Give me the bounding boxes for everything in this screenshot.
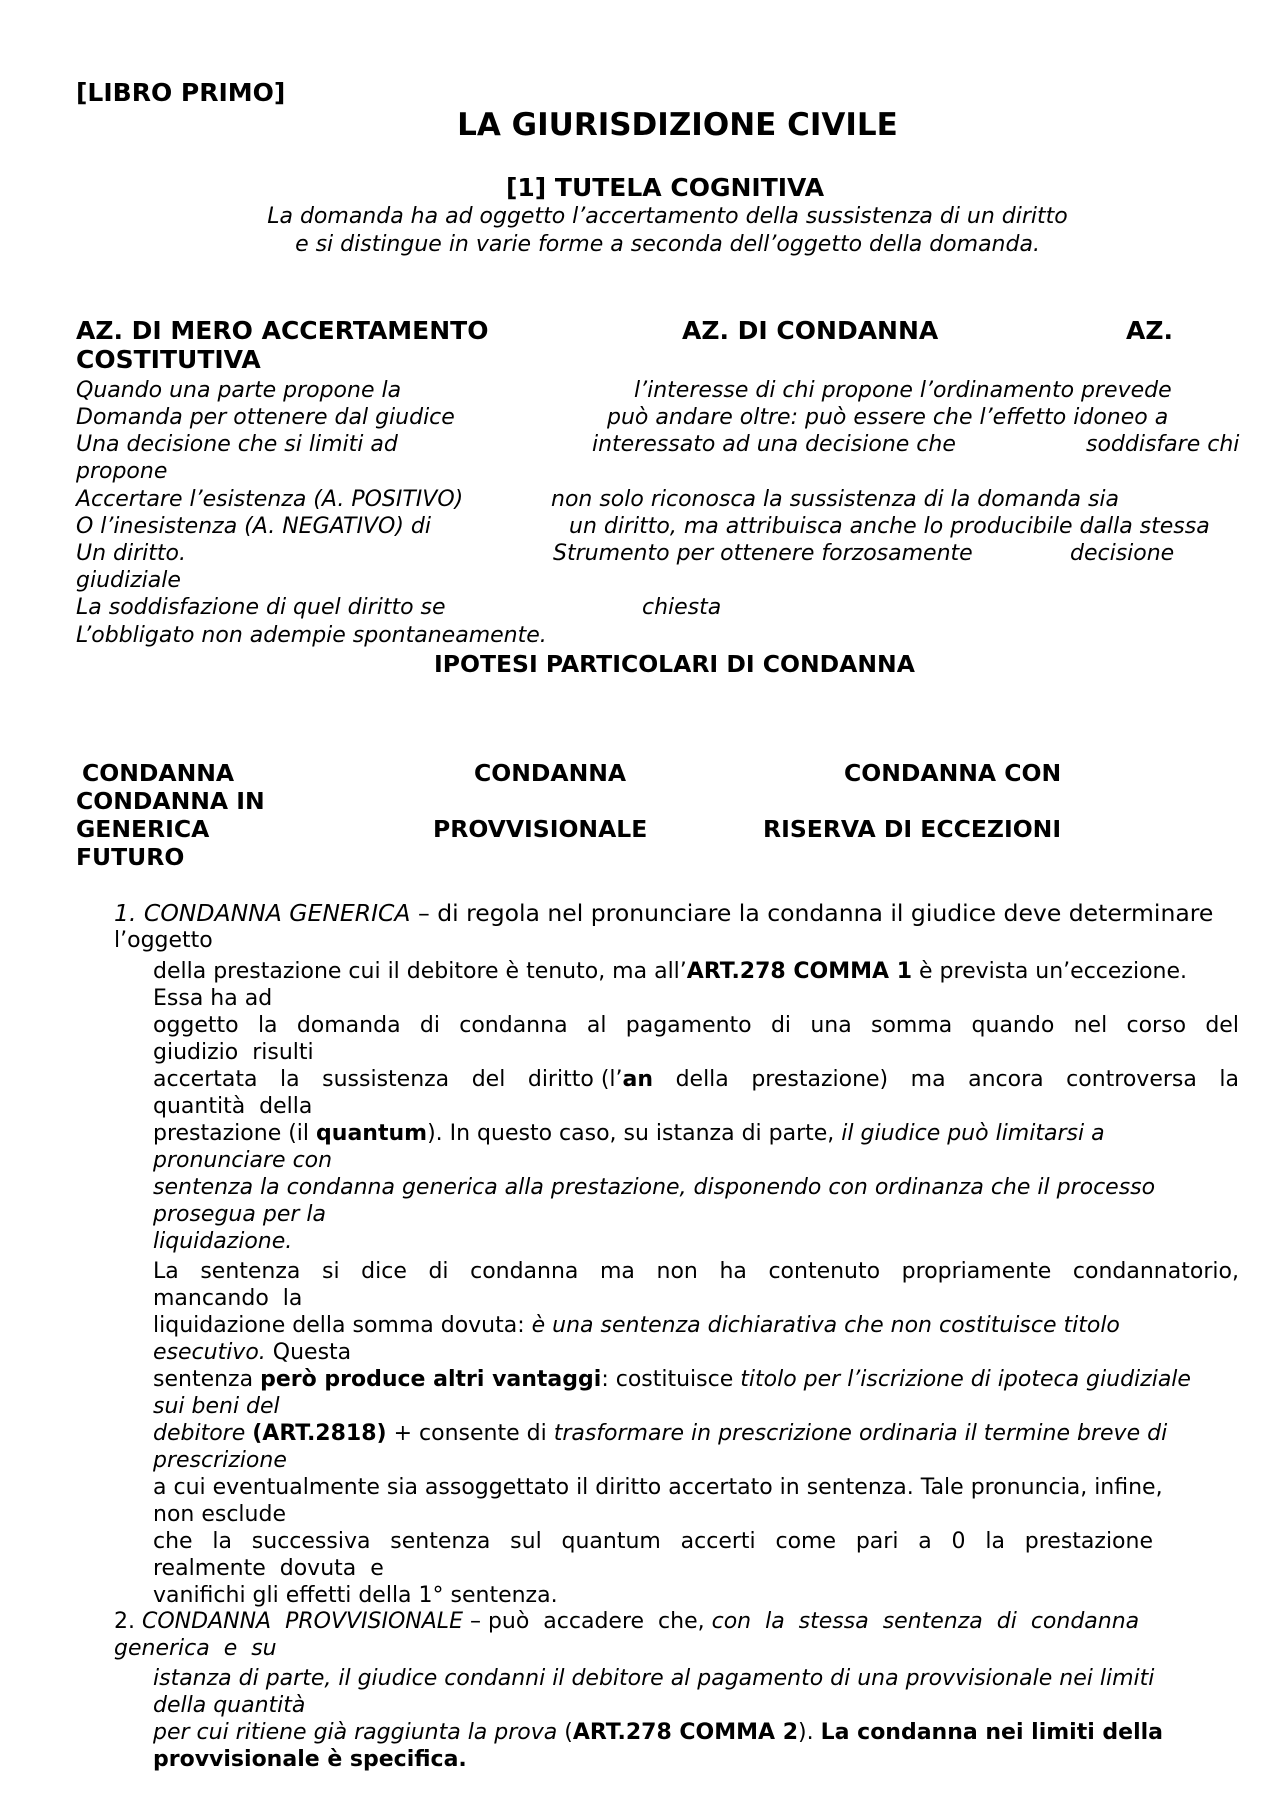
azioni-line: giudiziale bbox=[76, 568, 181, 593]
azioni-line: Domanda per ottenere dal giudice bbox=[76, 405, 455, 430]
section1-line: giudizio risulti bbox=[153, 1040, 314, 1065]
azioni-line: L’obbligato non adempie spontaneamente. bbox=[76, 623, 547, 648]
section1-line: liquidazione della somma dovuta: è una sentenza dichiarativa che non costituisce titolo bbox=[153, 1313, 1120, 1338]
section2-title: CONDANNA PROVVISIONALE bbox=[142, 1609, 463, 1634]
azioni-line: Un diritto. bbox=[76, 541, 186, 566]
azioni-line: decisione bbox=[1070, 541, 1175, 566]
azioni-line: Una decisione che si limiti ad bbox=[76, 432, 398, 457]
azioni-line: può andare oltre: può essere che l’effetto idoneo a bbox=[607, 405, 1169, 430]
intro-line-2: e si distingue in varie forme a seconda dell’oggetto della domanda. bbox=[295, 232, 1040, 257]
ipotesi-label: RISERVA DI ECCEZIONI bbox=[763, 815, 1062, 843]
ipotesi-label: FUTURO bbox=[76, 843, 185, 871]
libro-label: [LIBRO PRIMO] bbox=[76, 78, 286, 107]
section2-line: della quantità bbox=[153, 1693, 306, 1718]
section1-line-justified: oggetto la domanda di condanna al pagamento di una somma quando nel corso del bbox=[153, 1013, 1239, 1038]
section1-line: sentenza però produce altri vantaggi: costituisce titolo per l’iscrizione di ipoteca giudiziale bbox=[153, 1367, 1191, 1392]
ipotesi-title: IPOTESI PARTICOLARI DI CONDANNA bbox=[434, 650, 915, 678]
section1-line: pronunciare con bbox=[153, 1148, 333, 1173]
section1-line: della prestazione cui il debitore è tenuto, ma all’ART.278 COMMA 1 è prevista un’eccezione. bbox=[153, 959, 1188, 984]
azioni-line: non solo riconosca la sussistenza di la domanda sia bbox=[551, 487, 1120, 512]
section1-line: sui beni del bbox=[153, 1394, 280, 1419]
section2-line: provvisionale è specifica. bbox=[153, 1747, 467, 1772]
intro-line-1: La domanda ha ad oggetto l’accertamento della sussistenza di un diritto bbox=[267, 204, 1068, 229]
section1-line: a cui eventualmente sia assoggettato il diritto accertato in sentenza. Tale pronuncia, infine, bbox=[153, 1475, 1163, 1500]
section2-heading: 2. CONDANNA PROVVISIONALE – può accadere che, con la stessa sentenza di condanna bbox=[114, 1609, 1140, 1634]
azioni-line: La soddisfazione di quel diritto se bbox=[76, 595, 446, 620]
azioni-line: chiesta bbox=[642, 595, 722, 620]
page-title: LA GIURISDIZIONE CIVILE bbox=[457, 107, 898, 143]
azioni-line: interessato ad una decisione che bbox=[592, 432, 956, 457]
heading-mero-accertamento: AZ. DI MERO ACCERTAMENTO bbox=[76, 316, 489, 345]
section2-number: 2. bbox=[114, 1609, 135, 1634]
section1-line: prosegua per la bbox=[153, 1202, 326, 1227]
section1-line: realmente dovuta e bbox=[153, 1556, 384, 1581]
section1-line: mancando la bbox=[153, 1286, 303, 1311]
section1-line: vanifichi gli effetti della 1° sentenza. bbox=[153, 1583, 558, 1608]
heading-costitutiva-a: AZ. bbox=[1126, 316, 1173, 345]
section1-line: liquidazione. bbox=[153, 1229, 293, 1254]
section1-line-justified: accertata la sussistenza del diritto (l’an della prestazione) ma ancora controversa la bbox=[153, 1067, 1239, 1092]
section1-line: prescrizione bbox=[153, 1448, 287, 1473]
section1-line-justified: La sentenza si dice di condanna ma non ha contenuto propriamente condannatorio, bbox=[153, 1259, 1239, 1284]
section1-line: debitore (ART.2818) + consente di trasformare in prescrizione ordinaria il termine breve di bbox=[153, 1421, 1168, 1446]
section1-intro-end: l’oggetto bbox=[114, 928, 213, 953]
azioni-line: l’interesse di chi propone l’ordinamento prevede bbox=[634, 378, 1172, 403]
ipotesi-label: CONDANNA IN bbox=[76, 787, 265, 815]
section1-line: sentenza la condanna generica alla prestazione, disponendo con ordinanza che il processo bbox=[153, 1175, 1156, 1200]
section1-heading bbox=[114, 899, 1214, 927]
section1-line-justified: che la successiva sentenza sul quantum accerti come pari a 0 la prestazione bbox=[153, 1529, 1153, 1554]
section-title: [1] TUTELA COGNITIVA bbox=[505, 173, 825, 202]
section1-intro: – di regola nel pronunciare la condanna il giudice deve determinare bbox=[410, 899, 1214, 927]
section2-line: per cui ritiene già raggiunta la prova (ART.278 COMMA 2). La condanna nei limiti della bbox=[153, 1720, 1164, 1745]
ipotesi-label: CONDANNA bbox=[82, 759, 235, 787]
section2-line: istanza di parte, il giudice condanni il debitore al pagamento di una provvisionale nei limiti bbox=[153, 1666, 1155, 1691]
section1-number: 1. bbox=[114, 899, 137, 927]
ipotesi-label: CONDANNA CON bbox=[844, 759, 1062, 787]
section1-line: quantità della bbox=[153, 1094, 313, 1119]
section2-heading-end: generica e su bbox=[114, 1636, 277, 1661]
ipotesi-label: PROVVISIONALE bbox=[433, 815, 648, 843]
section1-line: Essa ha ad bbox=[153, 986, 273, 1011]
section1-line: prestazione (il quantum). In questo caso, su istanza di parte, il giudice può limitarsi a bbox=[153, 1121, 1105, 1146]
ipotesi-label: GENERICA bbox=[76, 815, 210, 843]
azioni-line: un diritto, ma attribuisca anche lo producibile dalla stessa bbox=[569, 514, 1210, 539]
section1-line: esecutivo. Questa bbox=[153, 1340, 352, 1365]
azioni-line: Quando una parte propone la bbox=[76, 378, 402, 403]
section1-line: non esclude bbox=[153, 1502, 286, 1527]
section2-body bbox=[153, 1665, 1273, 1773]
section1-body bbox=[153, 958, 1273, 1609]
azioni-line: O l’inesistenza (A. NEGATIVO) di bbox=[76, 514, 431, 539]
azioni-line: soddisfare chi bbox=[1086, 432, 1240, 457]
heading-costitutiva-b: COSTITUTIVA bbox=[76, 345, 261, 374]
azioni-line: Accertare l’esistenza (A. POSITIVO) bbox=[76, 487, 464, 512]
ipotesi-label: CONDANNA bbox=[474, 759, 627, 787]
azioni-line: Strumento per ottenere forzosamente bbox=[553, 541, 973, 566]
section1-title: CONDANNA GENERICA bbox=[143, 899, 411, 927]
heading-condanna: AZ. DI CONDANNA bbox=[682, 316, 939, 345]
azioni-line: propone bbox=[76, 459, 168, 484]
